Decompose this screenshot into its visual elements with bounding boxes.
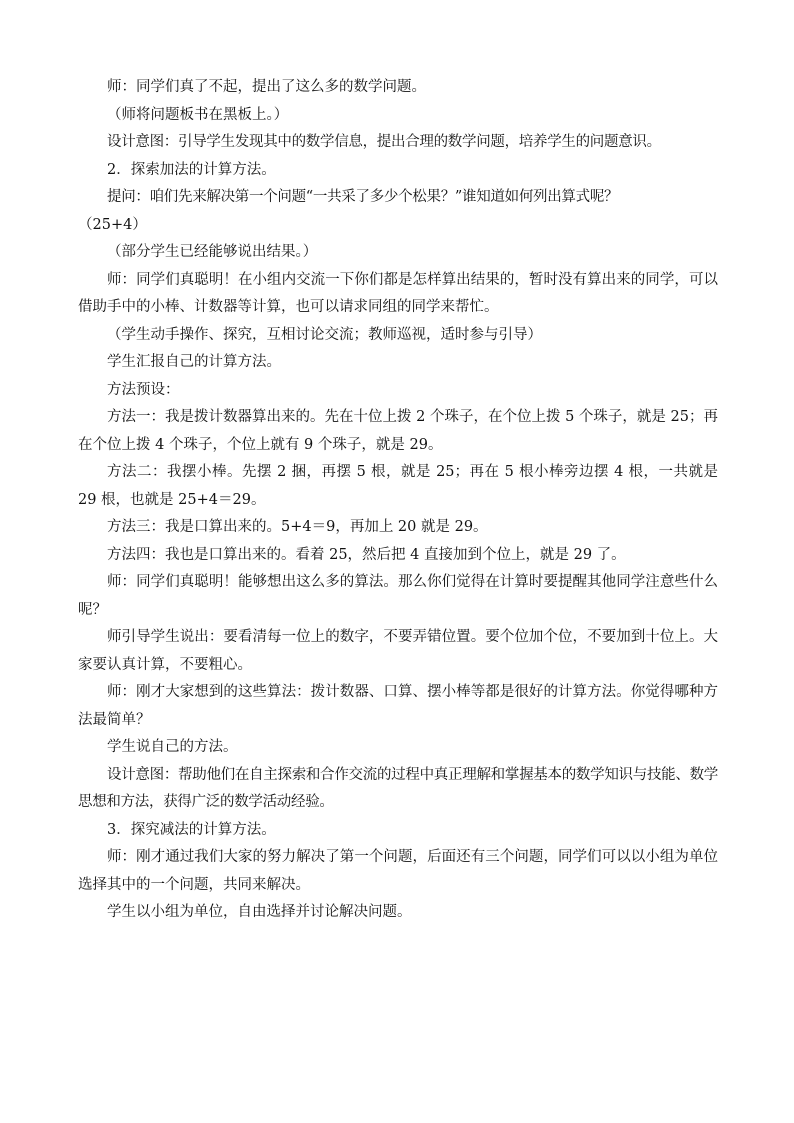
section-heading-addition: 2．探索加法的计算方法。 [107,161,276,178]
paragraph-teacher-reminder: 师：同学们真聪明！能够想出这么多的算法。那么你们觉得在计算时要提醒其他同学注意些什么呢？ [78,574,718,618]
paragraph-method-preset: 方法预设： [107,381,180,398]
paragraph-teacher-praise: 师：同学们真了不起，提出了这么多的数学问题。 [107,79,426,95]
paragraph-method-1: 方法一：我是拨计数器算出来的。先在十位上拨 2 个珠子，在个位上拨 5 个珠子，就是 25；再在个位上拨 4 个珠子，个位上就有 9 个珠子，就是 29。 [78,409,718,453]
paragraph-method-4: 方法四：我也是口算出来的。看着 25，然后把 4 直接加到个位上，就是 29 了。 [107,546,626,563]
paragraph-students-say: 学生说自己的方法。 [107,739,238,755]
paragraph-method-3: 方法三：我是口算出来的。5+4＝9，再加上 20 就是 29。 [107,519,488,535]
paragraph-group-work: 学生以小组为单位，自由选择并讨论解决问题。 [107,904,412,920]
paragraph-next-problems: 师：刚才通过我们大家的努力解决了第一个问题，后面还有三个问题，同学们可以以小组为单位选择其中的一个问题，共同来解决。 [78,849,718,893]
paragraph-design-intent-2: 设计意图：帮助他们在自主探索和合作交流的过程中真正理解和掌握基本的数学知识与技能、数学思想和方法，获得广泛的数学活动经验。 [78,766,718,810]
paragraph-students-answer: （部分学生已经能够说出结果。） [107,244,318,260]
paragraph-method-2: 方法二：我摆小棒。先摆 2 捆，再摆 5 根，就是 25；再在 5 根小棒旁边摆 4 根，一共就是 29 根，也就是 25+4＝29。 [78,464,718,508]
section-heading-subtraction: 3．探究减法的计算方法。 [107,821,276,838]
paragraph-blackboard-note: （师将问题板书在黑板上。） [107,106,289,123]
paragraph-hands-on: （学生动手操作、探究，互相讨论交流；教师巡视，适时参与引导） [107,326,542,343]
paragraph-group-discussion: 师：同学们真聪明！在小组内交流一下你们都是怎样算出结果的，暂时没有算出来的同学，可以借助手中的小棒、计数器等计算，也可以请求同组的同学来帮忙。 [78,271,718,315]
document-body [78,74,718,927]
paragraph-report-methods: 学生汇报自己的计算方法。 [107,354,281,370]
paragraph-design-intent-1: 设计意图：引导学生发现其中的数学信息，提出合理的数学问题，培养学生的问题意识。 [107,134,661,150]
paragraph-compare-methods: 师：刚才大家想到的这些算法：拨计数器、口算、摆小棒等都是很好的计算方法。你觉得哪种方法最简单？ [78,684,718,728]
paragraph-guidance: 师引导学生说出：要看清每一位上的数字，不要弄错位置。要个位加个位，不要加到十位上。大家要认真计算，不要粗心。 [78,629,718,673]
paragraph-equation: （25+4） [78,216,147,233]
paragraph-question: 提问：咱们先来解决第一个问题“一共采了多少个松果？”谁知道如何列出算式呢？ [107,189,619,205]
